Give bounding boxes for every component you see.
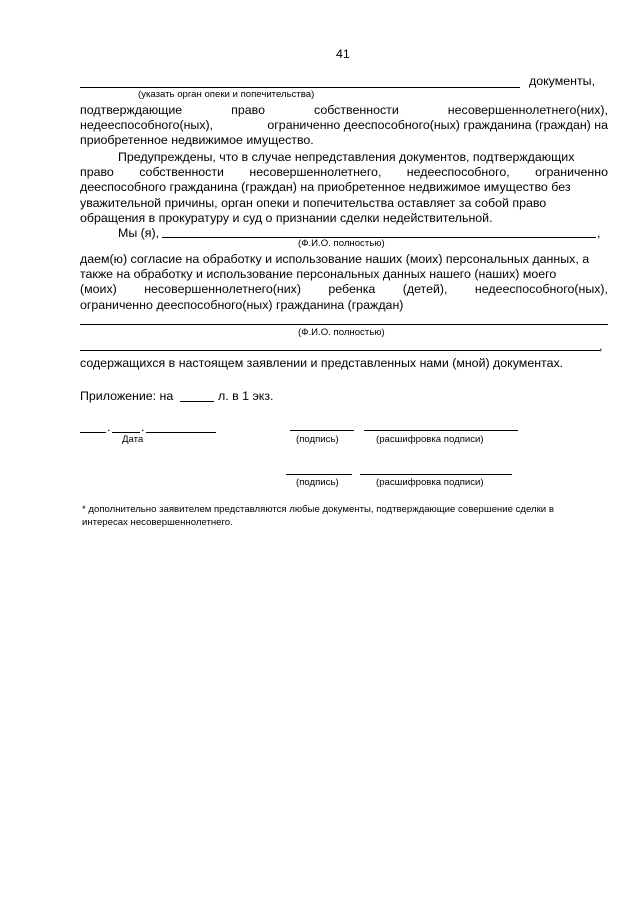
signature-blank-2[interactable] [286,474,352,475]
p1-line3: приобретенное недвижимое имущество. [80,133,314,147]
word: ограниченно [535,165,608,179]
decode-hint-2: (расшифровка подписи) [376,477,484,488]
p2-line3: дееспособного гражданина (граждан) на приобретенное недвижимое имущество без [80,180,571,194]
decode-blank-2[interactable] [360,474,512,475]
word: недееспособного(ных), [474,282,608,296]
word: собственности [314,103,399,117]
date-day-blank[interactable] [80,432,106,433]
word: несовершеннолетнего(них) [144,282,301,296]
date-dot: . [107,420,111,434]
decode-blank-1[interactable] [364,430,518,431]
contained-text: содержащихся в настоящем заявлении и представленных нами (мной) документах. [80,356,564,370]
appendix-prefix: Приложение: на [80,389,174,403]
word: подтверждающие [80,103,183,117]
word: собственности [139,165,224,179]
word: ограниченно дееспособного(ных) гражданина (граждан) на [267,118,608,132]
p2-line1: Предупреждены, что в случае непредставления документов, подтверждающих [118,150,575,164]
p2-line2 [80,164,608,180]
date-year-blank[interactable] [146,432,216,433]
word: право [231,103,265,117]
fio-blank-line-3[interactable] [80,350,600,351]
word: ребенка [328,282,376,296]
appendix-suffix: л. в 1 экз. [218,389,274,403]
word: несовершеннолетнего(них), [447,103,608,117]
date-label: Дата [122,434,144,445]
fio-blank-line-2[interactable] [80,324,608,325]
organ-blank-line[interactable] [80,87,520,88]
word: несовершеннолетнего, [249,165,382,179]
documents-word: документы, [529,74,596,88]
organ-hint: (указать орган опеки и попечительства) [138,89,315,100]
we-label: Мы (я), [118,226,160,240]
comma: , [599,339,603,353]
p1-line1 [80,102,608,118]
p3-line4: ограниченно дееспособного(ных) гражданина (граждан) [80,298,404,312]
p3-line2: также на обработку и использование персональных данных нашего (наших) моего [80,267,557,281]
date-month-blank[interactable] [112,432,140,433]
word: (моих) [80,282,117,296]
comma: , [597,226,601,240]
fio-hint-1: (Ф.И.О. полностью) [298,238,385,249]
signature-blank-1[interactable] [290,430,354,431]
fio-hint-2: (Ф.И.О. полностью) [298,327,385,338]
signature-hint-1: (подпись) [296,434,339,445]
page-number: 41 [336,47,350,61]
word: (детей), [402,282,448,296]
p2-line4: уважительной причины, орган опеки и попечительства оставляет за собой право [80,196,547,210]
footnote-line2: интересах несовершеннолетнего. [82,517,233,528]
word: право [80,165,114,179]
p3-line1: даем(ю) согласие на обработку и использование наших (моих) персональных данных, а [80,252,590,266]
decode-hint-1: (расшифровка подписи) [376,434,484,445]
p2-line5: обращения в прокуратуру и суд о признании сделки недействительной. [80,211,493,225]
appendix-sheets-blank[interactable] [180,401,214,402]
p1-line2 [80,117,608,133]
date-dot: . [141,420,145,434]
footnote-line1: * дополнительно заявителем представляются любые документы, подтверждающие совершение сделки в [82,504,554,515]
signature-hint-2: (подпись) [296,477,339,488]
word: недееспособного(ных), [80,118,214,132]
p3-line3 [80,281,608,297]
word: недееспособного, [406,165,510,179]
